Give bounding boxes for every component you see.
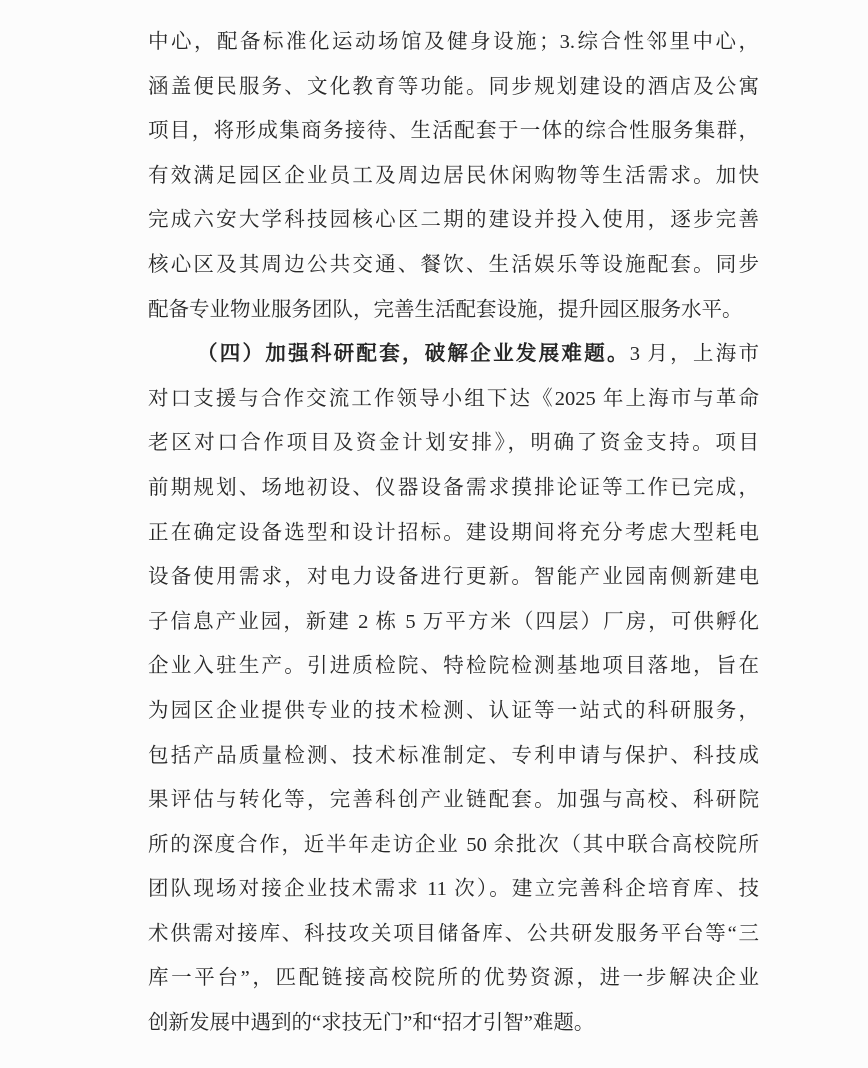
paragraph-continuation-line-3	[148, 109, 759, 154]
paragraph-continuation-line-4	[148, 154, 759, 199]
paragraph-section-four-line-14	[148, 912, 759, 957]
section-heading-bold-run: （四）加强科研配套，破解企业发展难题。	[197, 343, 630, 366]
body-text-run: 团队现场对接企业技术需求 11 次）。建立完善科企培育库、技	[148, 878, 759, 901]
body-text-run: 术供需对接库、科技攻关项目储备库、公共研发服务平台等“三	[148, 922, 759, 945]
body-text-run: 子信息产业园，新建 2 栋 5 万平方米（四层）厂房，可供孵化	[148, 610, 759, 633]
paragraph-section-four-line-9	[148, 689, 759, 734]
paragraph-section-four-line-3	[148, 421, 759, 466]
body-text-run: 正在确定设备选型和设计招标。建设期间将充分考虑大型耗电	[148, 521, 759, 544]
body-text-run: 果评估与转化等，完善科创产业链配套。加强与高校、科研院	[148, 789, 759, 812]
paragraph-section-four-line-4	[148, 466, 759, 511]
body-text-run: 库一平台”，匹配链接高校院所的优势资源，进一步解决企业	[148, 967, 759, 990]
body-text-run: 有效满足园区企业员工及周边居民休闲购物等生活需求。加快	[148, 164, 759, 187]
body-text-run: 完成六安大学科技园核心区二期的建设并投入使用，逐步完善	[148, 209, 759, 232]
body-text-run: 涵盖便民服务、文化教育等功能。同步规划建设的酒店及公寓	[148, 75, 759, 98]
body-text-run: 前期规划、场地初设、仪器设备需求摸排论证等工作已完成，	[148, 476, 759, 499]
body-text-run: 创新发展中遇到的“求技无门”和“招才引智”难题。	[148, 1012, 595, 1035]
body-text-run: 包括产品质量检测、技术标准制定、专利申请与保护、科技成	[148, 744, 759, 767]
body-text-run: 设备使用需求，对电力设备进行更新。智能产业园南侧新建电	[148, 566, 759, 589]
paragraph-section-four-line-15	[148, 956, 759, 1001]
paragraph-section-four-line-16	[148, 1001, 759, 1046]
paragraph-continuation-line-5	[148, 198, 759, 243]
body-text-run: 所的深度合作，近半年走访企业 50 余批次（其中联合高校院所	[148, 833, 759, 856]
paragraph-section-four-line-6	[148, 555, 759, 600]
body-text-run: 核心区及其周边公共交通、餐饮、生活娱乐等设施配套。同步	[148, 253, 759, 276]
paragraph-section-four-line-7	[148, 600, 759, 645]
body-text-run: 项目，将形成集商务接待、生活配套于一体的综合性服务集群，	[148, 120, 759, 143]
body-text-run: 老区对口合作项目及资金计划安排》，明确了资金支持。项目	[148, 432, 759, 455]
paragraph-section-four-line-13	[148, 867, 759, 912]
body-text-run: 为园区企业提供专业的技术检测、认证等一站式的科研服务，	[148, 699, 759, 722]
paragraph-section-four-line-2	[148, 377, 759, 422]
paragraph-section-four-line-10	[148, 734, 759, 779]
paragraph-continuation-line-7	[148, 288, 759, 333]
paragraph-section-four-line-1	[148, 332, 759, 377]
paragraph-section-four-line-5	[148, 511, 759, 556]
body-text-run: 对口支援与合作交流工作领导小组下达《2025 年上海市与革命	[148, 387, 759, 410]
paragraph-section-four-line-11	[148, 778, 759, 823]
document-text-block	[148, 20, 759, 1046]
paragraph-section-four-line-8	[148, 644, 759, 689]
paragraph-continuation-line-1	[148, 20, 759, 65]
body-text-run: 中心，配备标准化运动场馆及健身设施；3.综合性邻里中心，	[148, 31, 759, 53]
body-text-run: 配备专业物业服务团队，完善生活配套设施，提升园区服务水平。	[148, 298, 743, 321]
body-text-run: 3 月，上海市	[629, 343, 759, 366]
paragraph-continuation-line-6	[148, 243, 759, 288]
paragraph-continuation-line-2	[148, 65, 759, 110]
paragraph-section-four-line-12	[148, 823, 759, 868]
body-text-run: 企业入驻生产。引进质检院、特检院检测基地项目落地，旨在	[148, 655, 759, 678]
